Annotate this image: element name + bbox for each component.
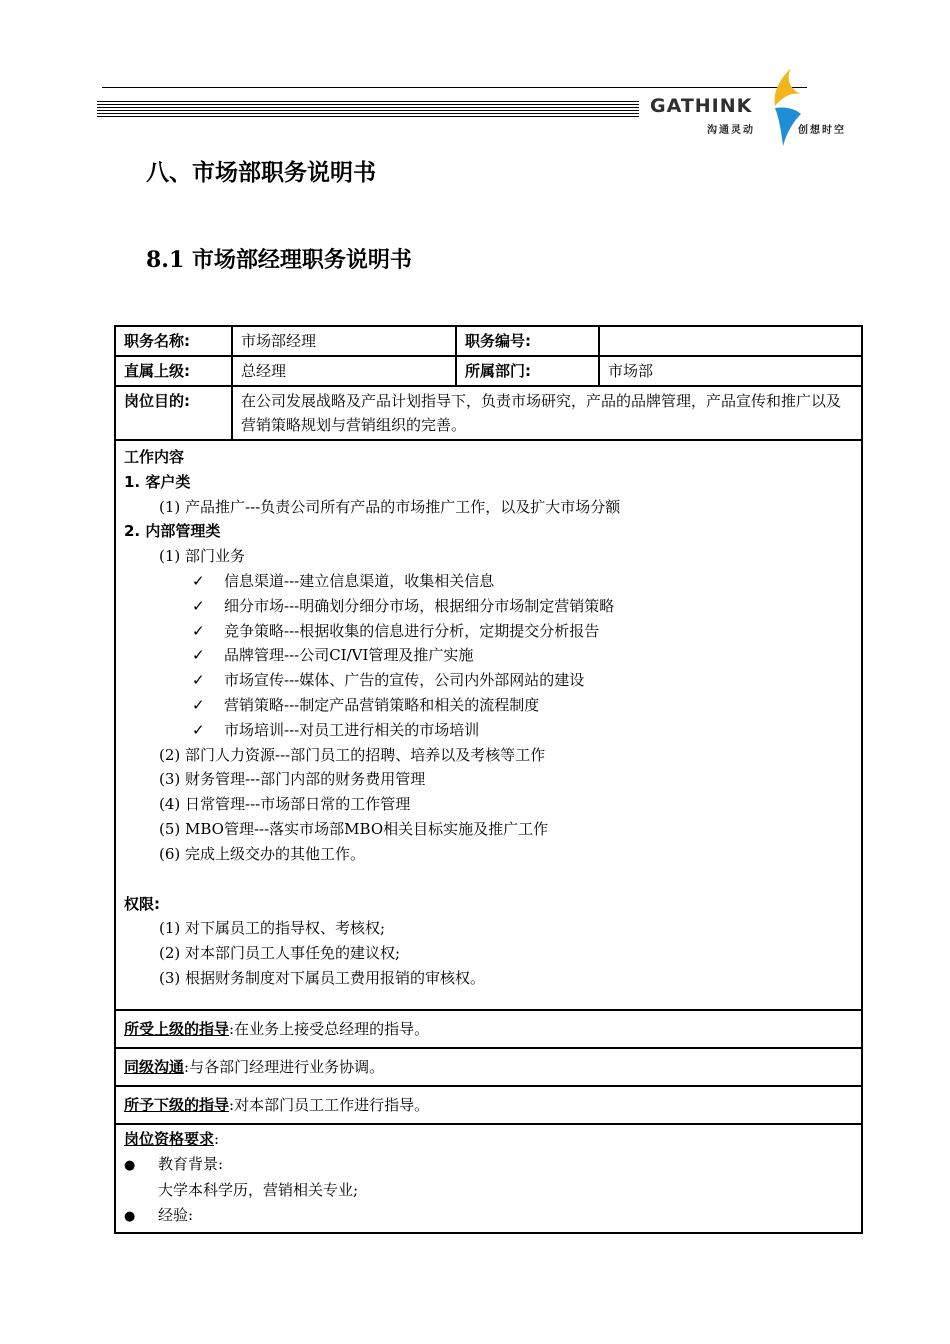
sub-item-text: 市场培训---对员工进行相关的市场培训 (224, 720, 480, 739)
work-content-cell (115, 440, 862, 1010)
authority-title: 权限: (124, 894, 160, 913)
check-icon: ✓ (192, 720, 205, 739)
row-purpose (115, 386, 862, 440)
superior-guidance-cell (115, 1010, 862, 1048)
superior-guidance-label: 所受上级的指导 (124, 1019, 230, 1038)
row-work-content (115, 440, 862, 1010)
purpose-label: 岗位目的: (115, 386, 232, 440)
category-internal: 2. 内部管理类 (124, 522, 221, 541)
sub-item-text: 竞争策略---根据收集的信息进行分析，定期提交分析报告 (224, 621, 600, 640)
logo-slogan-right: 创想时空 (798, 125, 846, 136)
logo-swoosh-icon (757, 66, 803, 148)
sub-item (124, 643, 853, 668)
row-qualification (115, 1124, 862, 1233)
row-superior (115, 356, 862, 386)
header-stripes (97, 101, 639, 119)
sub-item (124, 569, 853, 594)
peer-communication-text: :与各部门经理进行业务协调。 (184, 1057, 385, 1076)
internal-item: (3) 财务管理---部门内部的财务费用管理 (159, 770, 426, 789)
dept-value: 市场部 (599, 356, 862, 386)
subordinate-guidance-cell (115, 1086, 862, 1124)
category-customer: 1. 客户类 (124, 472, 191, 491)
check-icon: ✓ (192, 571, 205, 590)
sub-item-text: 信息渠道---建立信息渠道，收集相关信息 (224, 571, 495, 590)
education-value: 大学本科学历，营销相关专业; (158, 1181, 359, 1200)
bullet-icon: ● (124, 1157, 136, 1173)
logo-slogan-left: 沟通灵动 (707, 125, 755, 136)
purpose-value: 在公司发展战略及产品计划指导下，负责市场研究，产品的品牌管理，产品宣传和推广以及营销策略规划与营销组织的完善。 (232, 386, 862, 440)
work-content-title: 工作内容 (124, 448, 185, 466)
superior-label: 直属上级: (115, 356, 232, 386)
row-superior-guidance (115, 1010, 862, 1048)
subsection-title: 8.1 市场部经理职务说明书 (146, 247, 412, 273)
subordinate-guidance-text: :对本部门员工工作进行指导。 (229, 1095, 430, 1114)
job-no-value (599, 326, 862, 356)
job-description-table (114, 325, 863, 1234)
superior-guidance-text: :在业务上接受总经理的指导。 (229, 1019, 430, 1038)
sub-item-text: 市场宣传---媒体、广告的宣传，公司内外部网站的建设 (224, 671, 585, 690)
gathink-logo (645, 66, 860, 148)
superior-value: 总经理 (232, 356, 456, 386)
peer-communication-label: 同级沟通 (124, 1057, 185, 1076)
sub-item (124, 668, 853, 693)
internal-item: (5) MBO管理---落实市场部MBO相关目标实施及推广工作 (159, 819, 549, 838)
check-icon: ✓ (192, 596, 205, 615)
qualification-title: 岗位资格要求 (124, 1129, 215, 1148)
check-icon: ✓ (192, 621, 205, 640)
experience-label: 经验: (158, 1206, 194, 1225)
sub-item (124, 718, 853, 743)
check-icon: ✓ (192, 646, 205, 665)
bullet-icon: ● (124, 1209, 136, 1225)
check-icon: ✓ (192, 671, 205, 690)
customer-item-1: (1) 产品推广---负责公司所有产品的市场推广工作，以及扩大市场分额 (159, 497, 621, 516)
qualification-cell (115, 1124, 862, 1233)
sub-item (124, 693, 853, 718)
education-label: 教育背景: (158, 1154, 224, 1173)
qualification-title-line (124, 1127, 853, 1152)
qualification-colon: : (214, 1129, 220, 1148)
authority-item: (2) 对本部门员工人事任免的建议权; (159, 944, 401, 963)
dept-label: 所属部门: (456, 356, 599, 386)
row-job-name (115, 326, 862, 356)
job-name-label: 职务名称: (115, 326, 232, 356)
sub-item (124, 619, 853, 644)
sub-item-text: 细分市场---明确划分细分市场，根据细分市场制定营销策略 (224, 596, 615, 615)
logo-wordmark: GATHINK (650, 95, 753, 117)
education-line (124, 1152, 853, 1179)
subordinate-guidance-label: 所予下级的指导 (124, 1095, 230, 1114)
job-no-label: 职务编号: (456, 326, 599, 356)
sub-item-text: 品牌管理---公司CI/VI管理及推广实施 (224, 646, 474, 665)
authority-item: (3) 根据财务制度对下属员工费用报销的审核权。 (159, 968, 486, 987)
sub-item (124, 594, 853, 619)
authority-item: (1) 对下属员工的指导权、考核权; (159, 919, 386, 938)
sub-item-text: 营销策略---制定产品营销策略和相关的流程制度 (224, 695, 540, 714)
check-icon: ✓ (192, 695, 205, 714)
row-peer-communication (115, 1048, 862, 1086)
peer-communication-cell (115, 1048, 862, 1086)
internal-item: (6) 完成上级交办的其他工作。 (159, 844, 366, 863)
spacer (124, 867, 853, 892)
section-title: 八、市场部职务说明书 (146, 159, 376, 186)
internal-item: (4) 日常管理---市场部日常的工作管理 (159, 795, 411, 814)
internal-item: (2) 部门人力资源---部门员工的招聘、培养以及考核等工作 (159, 745, 546, 764)
job-name-value: 市场部经理 (232, 326, 456, 356)
experience-line (124, 1203, 853, 1230)
internal-item-1: (1) 部门业务 (159, 547, 246, 566)
row-subordinate-guidance (115, 1086, 862, 1124)
